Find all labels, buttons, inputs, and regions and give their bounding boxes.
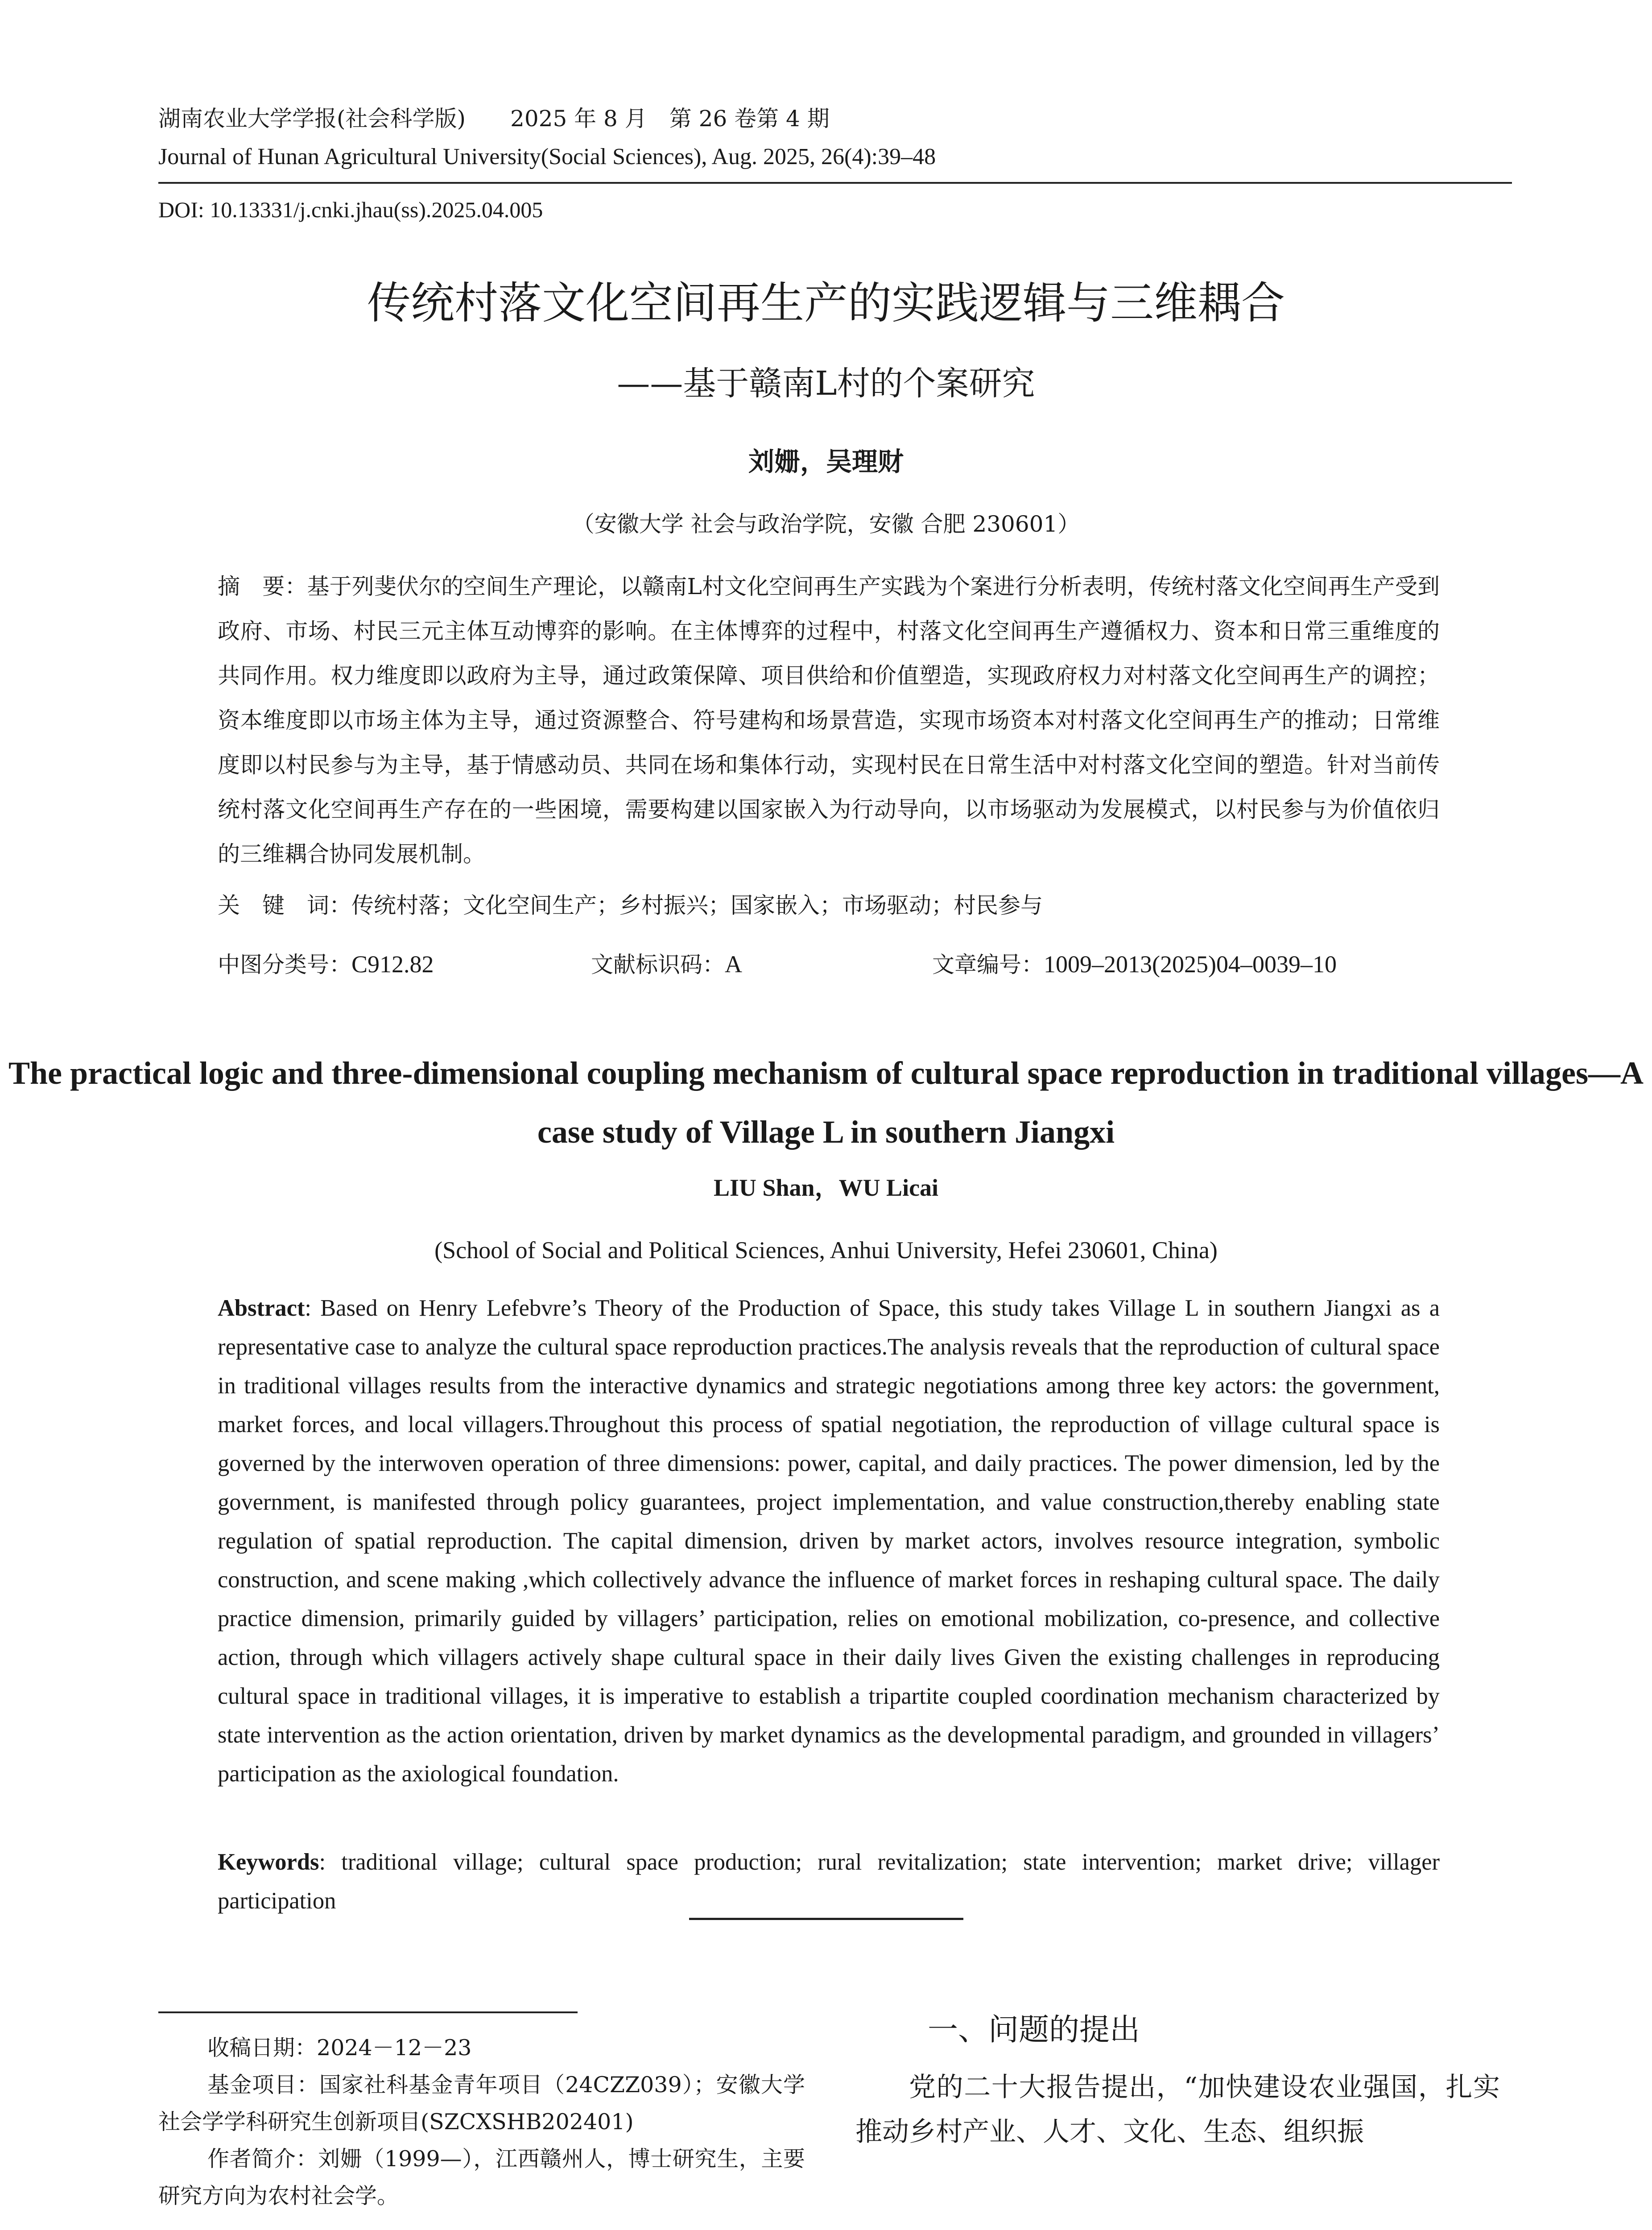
keywords-cn xyxy=(218,892,1043,919)
keywords-en xyxy=(218,1843,1440,1920)
doc-code-label: 文献标识码： xyxy=(591,952,725,978)
journal-header-en: Journal of Hunan Agricultural University(Social Sciences), Aug. 2025, 26(4):39–48 xyxy=(158,144,936,169)
keywords-en-text: : traditional village; cultural space production; rural revitalization; state intervention; market drive; villager participation xyxy=(218,1849,1440,1914)
fund-value: 国家社科基金青年项目（24CZZ039）；安徽大学社会学学科研究生创新项目(SZCXSHB202401) xyxy=(158,2072,805,2135)
header-divider xyxy=(158,182,1512,184)
author-bio-value: 刘姗（1999—），江西赣州人，博士研究生，主要研究方向为农村社会学。 xyxy=(158,2146,805,2209)
footnote-divider xyxy=(158,2011,578,2013)
section-divider xyxy=(689,1918,963,1920)
authors-cn: 刘姗，吴理财 xyxy=(748,446,904,477)
article-no-value: 1009–2013(2025)04–0039–10 xyxy=(1044,951,1337,978)
author-bio-label: 作者简介： xyxy=(207,2146,318,2172)
received-label: 收稿日期： xyxy=(207,2035,317,2061)
document-code xyxy=(591,951,742,978)
footnote-received xyxy=(158,2029,805,2066)
abstract-en xyxy=(218,1289,1440,1793)
keywords-cn-text: 传统村落；文化空间生产；乡村振兴；国家嵌入；市场驱动；村民参与 xyxy=(351,892,1043,918)
paper-subtitle-cn: ——基于赣南L村的个案研究 xyxy=(617,364,1035,403)
clc-value: C912.82 xyxy=(351,951,434,978)
keywords-en-label: Keywords xyxy=(218,1849,319,1875)
paper-title-cn: 传统村落文化空间再生产的实践逻辑与三维耦合 xyxy=(367,278,1285,329)
clc-label: 中图分类号： xyxy=(218,952,351,978)
fund-label: 基金项目： xyxy=(207,2072,319,2098)
paper-title-en: The practical logic and three-dimensional coupling mechanism of cultural space reproduction in traditional villages—A case study of Village L in southern Jiangxi xyxy=(8,1055,1644,1150)
doi[interactable]: DOI: 10.13331/j.cnki.jhau(ss).2025.04.005 xyxy=(158,197,543,222)
authors-en: LIU Shan，WU Licai xyxy=(713,1174,939,1201)
affiliation-en: (School of Social and Political Sciences, Anhui University, Hefei 230601, China) xyxy=(434,1237,1218,1264)
section-heading: 一、问题的提出 xyxy=(928,2012,1140,2048)
abstract-cn-text: 基于列斐伏尔的空间生产理论，以赣南L村文化空间再生产实践为个案进行分析表明，传统村落文化空间再生产受到政府、市场、村民三元主体互动博弈的影响。在主体博弈的过程中，村落文化空间再生产遵循权力、资本和日常三重维度的共同作用。权力维度即以政府为主导，通过政策保障、项目供给和价值塑造，实现政府权力对村落文化空间再生产的调控；资本维度即以市场主体为主导，通过资源整合、符号建构和场景营造，实现市场资本对村落文化空间再生产的推动；日常维度即以村民参与为主导，基于情感动员、共同在场和集体行动，实现村民在日常生活中对村落文化空间的塑造。针对当前传统村落文化空间再生产存在的一些困境，需要构建以国家嵌入为行动导向，以市场驱动为发展模式，以村民参与为价值依归的三维耦合协同发展机制。 xyxy=(218,574,1440,867)
footnote-author xyxy=(158,2140,805,2214)
abstract-en-label: Abstract xyxy=(218,1295,305,1321)
affiliation-cn: （安徽大学 社会与政治学院，安徽 合肥 230601） xyxy=(572,511,1080,537)
article-number xyxy=(932,951,1337,978)
clc-number xyxy=(218,951,434,978)
journal-header-cn: 湖南农业大学学报(社会科学版) 2025 年 8 月 第 26 卷第 4 期 xyxy=(158,106,830,132)
article-no-label: 文章编号： xyxy=(932,952,1044,978)
abstract-cn xyxy=(218,564,1440,876)
section-body-text: 党的二十大报告提出，“加快建设农业强国，扎实推动乡村产业、人才、文化、生态、组织振 xyxy=(855,2072,1500,2147)
abstract-en-text: : Based on Henry Lefebvre’s Theory of the Production of Space, this study takes Village L in southern Jiangxi as a representative case to analyze the cultural space reproduction practices.The analysis reveals that the reproduction of cultural space in traditional villages results from the interactive dynamics and strategic negotiations among three key actors: the government, market forces, and local villagers.Throughout this process of spatial negotiation, the reproduction of village cultural space is governed by the interwoven operation of three dimensions: power, capital, and daily practices. The power dimension, led by the government, is manifested through policy guarantees, project implementation, and value construction,thereby enabling state regulation of spatial reproduction. The capital dimension, driven by market actors, involves resource integration, symbolic construction, and scene making ,which collectively advance the influence of market forces in reshaping cultural space. The daily practice dimension, primarily guided by villagers’ participation, relies on emotional mobilization, co-presence, and collective action, through which villagers actively shape cultural space in their daily lives Given the existing challenges in reproducing cultural space in traditional villages, it is imperative to establish a tripartite coupled coordination mechanism characterized by state intervention as the action orientation, driven by market dynamics as the developmental paradigm, and grounded in villagers’ participation as the axiological foundation. xyxy=(218,1295,1440,1787)
received-value: 2024－12－23 xyxy=(317,2035,472,2061)
doc-code-value: A xyxy=(725,951,742,978)
keywords-cn-label: 关 键 词： xyxy=(218,892,351,918)
footnote-fund xyxy=(158,2066,805,2140)
abstract-cn-label: 摘 要： xyxy=(218,574,307,599)
